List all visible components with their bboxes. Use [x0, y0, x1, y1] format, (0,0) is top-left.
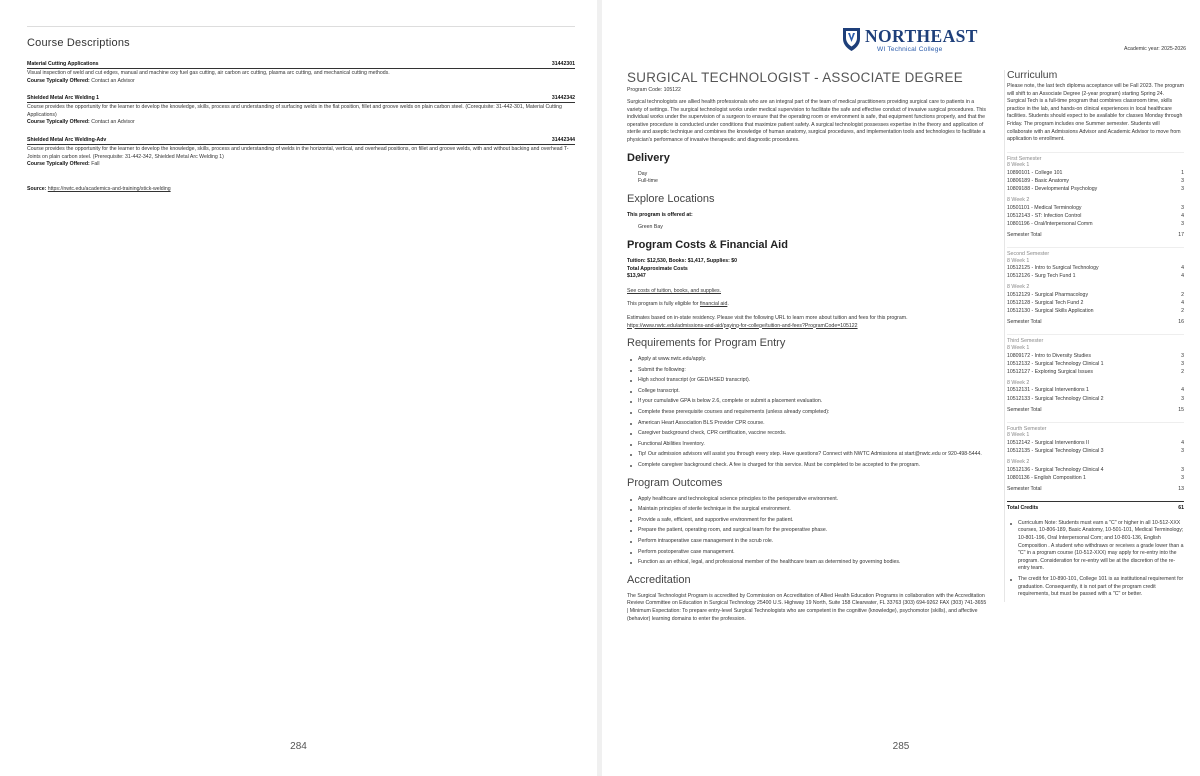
course-description: Visual inspection of weld and cut edges, manual and machine oxy fuel gas cutting, air carbon arc cutting, plasma arc cutting, and mechanical cutting methods. — [27, 70, 390, 76]
requirement-item: High school transcript (or GED/HSED transcript). — [627, 377, 987, 385]
curriculum-course-row — [1007, 439, 1184, 447]
locations-heading: Explore Locations — [627, 192, 715, 205]
requirement-item: Functional Abilities Inventory. — [627, 441, 987, 449]
accreditation-text: The Surgical Technologist Program is accredited by Commission on Accreditation of Allied Health Education Programs in collaboration with the Accreditation Review Committee on Education in Surgical Technology 25400 U.S. Highway 19 North, Suite 158 Clearwater, FL 33763 (303) 694-9262 FAX (303) 741-3655 | Minimum Expectation: To prepare entry-level Surgical Technologists who are competent in the cognitive (knowledge), psychomotor (skills), and affective (behavior) learning domains to enter the profession. — [627, 592, 987, 622]
course-title: 10512143 - ST: Infection Control — [1007, 212, 1082, 219]
aid-prefix: This program is fully eligible for — [627, 301, 699, 308]
delivery-list — [627, 171, 987, 186]
course-entry — [27, 61, 575, 85]
semester-total-value: 16 — [1178, 319, 1184, 326]
requirement-item: Apply at www.nwtc.edu/apply. — [627, 356, 987, 364]
requirement-item: If your cumulative GPA is below 2.6, complete or submit a placement evaluation. — [627, 398, 987, 406]
outcome-item: Perform postoperative case management. — [627, 549, 987, 557]
course-credits: 3 — [1181, 186, 1184, 193]
course-name: Shielded Metal Arc Welding 1 — [27, 95, 100, 102]
requirement-item: American Heart Association BLS Provider CPR course. — [627, 420, 987, 428]
requirement-item: Tip! Our admission advisors will assist you through every step. Have questions? Connect with NWTC Admissions at start@nwtc.edu or 920-498-5444. — [627, 451, 987, 459]
semester-total-label: Semester Total — [1007, 232, 1042, 239]
course-credits: 3 — [1181, 466, 1184, 473]
course-title: 10512132 - Surgical Technology Clinical 1 — [1007, 360, 1104, 367]
course-credits: 4 — [1181, 212, 1184, 219]
semester-name: Fourth Semester — [1007, 422, 1184, 433]
term-group-label: 8 Week 1 — [1007, 344, 1030, 351]
requirement-item: Submit the following: — [627, 367, 987, 375]
requirements-heading: Requirements for Program Entry — [627, 337, 786, 350]
course-offered-label: Course Typically Offered: — [27, 161, 90, 168]
semester-total-value: 13 — [1178, 485, 1184, 492]
requirement-item: Caregiver background check, CPR certification, vaccine records. — [627, 430, 987, 438]
semester-total-row — [1007, 319, 1184, 326]
course-code: 31442342 — [551, 95, 575, 102]
semester-block — [1007, 247, 1184, 326]
total-credits-row — [1007, 501, 1184, 511]
course-header — [27, 61, 575, 69]
costs-heading: Program Costs & Financial Aid — [627, 238, 788, 251]
curriculum-note: The credit for 10-890-101, College 101 is as institutional requirement for graduation. Consequently, it is not part of the program credit requirements, but must be passed with a "C" or better. — [1007, 576, 1184, 599]
top-rule — [27, 26, 575, 27]
course-offered-label: Course Typically Offered: — [27, 77, 90, 84]
shield-icon — [842, 27, 861, 52]
course-credits: 4 — [1181, 387, 1184, 394]
left-page — [0, 0, 597, 776]
page-number-right: 285 — [892, 741, 910, 752]
financial-aid-link[interactable]: financial aid — [699, 301, 728, 308]
curriculum-course-row — [1007, 360, 1184, 368]
course-descriptions-title: Course Descriptions — [27, 37, 130, 49]
delivery-item: Full-time — [638, 178, 658, 185]
course-description: Course provides the opportunity for the learner to develop the knowledge, skills, process and understanding of welds in the horizontal, vertical, and overhead positions, on fillet and groove welds, with and without backing and overhead T-Joints on plain carbon steel. (Prerequisite: 31-442-342, Shielded Metal Arc Welding 1) — [27, 145, 569, 160]
accreditation-heading: Accreditation — [627, 573, 691, 586]
course-credits: 3 — [1181, 352, 1184, 359]
outcome-item: Prepare the patient, operating room, and surgical team for the preoperative phase. — [627, 527, 987, 535]
semester-name: Third Semester — [1007, 334, 1184, 345]
semester-total-value: 15 — [1178, 406, 1184, 413]
course-title: 10512133 - Surgical Technology Clinical 2 — [1007, 395, 1104, 402]
total-costs-value: $13,947 — [627, 273, 646, 280]
course-title: 10512130 - Surgical Skills Application — [1007, 308, 1094, 315]
course-credits: 4 — [1181, 300, 1184, 307]
curriculum-course-row — [1007, 177, 1184, 185]
course-header — [27, 137, 575, 145]
location-item: Green Bay — [638, 224, 663, 231]
program-intro: Surgical technologists are allied health professionals who are an integral part of the team of medical practitioners providing surgical care to patients in a variety of settings. The surgical technologist works under medical supervision to facilitate the safe and effective conduct of invasive surgical procedures. This individual works under the supervision of a surgeon to ensure that the operating room or environment is safe, that equipment functions properly, and that the operative procedure is conducted under conditions that maximize patient safety. A surgical technologist possesses expertise in the theory and application of sterile and aseptic technique and combines the knowledge of human anatomy, surgical procedures, and implementation tools and technologies to facilitate a physician's performance of invasive therapeutic and diagnostic procedures. — [627, 99, 986, 143]
course-header — [27, 95, 575, 103]
semester-total-label: Semester Total — [1007, 319, 1042, 326]
semester-total-value: 17 — [1178, 232, 1184, 239]
curriculum-course-row — [1007, 447, 1184, 455]
curriculum-course-row — [1007, 368, 1184, 376]
curriculum-course-row — [1007, 307, 1184, 315]
outcome-item: Perform intraoperative case management in the scrub role. — [627, 538, 987, 546]
right-page — [602, 0, 1200, 776]
course-credits: 3 — [1181, 474, 1184, 481]
course-credits: 3 — [1181, 204, 1184, 211]
requirements-list — [627, 356, 987, 470]
course-title: 10512126 - Surg Tech Fund 1 — [1007, 273, 1076, 280]
curriculum-course-row — [1007, 212, 1184, 220]
delivery-item: Day — [638, 170, 648, 177]
course-title: 10512129 - Surgical Pharmacology — [1007, 292, 1089, 299]
college-logo — [842, 26, 978, 54]
delivery-heading: Delivery — [627, 151, 670, 164]
curriculum-course-row — [1007, 466, 1184, 474]
course-title: 10809172 - Intro to Diversity Studies — [1007, 352, 1091, 359]
semester-total-row — [1007, 407, 1184, 414]
program-main-column — [627, 70, 987, 623]
curriculum-heading: Curriculum — [1007, 70, 1058, 81]
aid-line — [627, 301, 987, 309]
logo-subtitle: WI Technical College — [877, 46, 943, 53]
course-offered-label: Course Typically Offered: — [27, 119, 90, 126]
curriculum-intro: Please note, the last tech diploma acceptance will be Fall 2023. The program will shift to an Associate Degree (2-year program) starting Spring 24. Surgical Tech is a full-time program that combines classroom time, skills practice in the lab, and hands-on clinical experiences in local healthcare facilities. Students should expect to be available for classes Monday through Friday. The program includes one Summer semester. Students will collaborate with an Admissions Advisor and Academic Advisor to move from application to enrollment. — [1007, 83, 1184, 143]
course-credits: 2 — [1181, 308, 1184, 315]
semester-total-row — [1007, 232, 1184, 239]
curriculum-course-row — [1007, 169, 1184, 177]
course-credits: 4 — [1181, 273, 1184, 280]
term-group-label: 8 Week 1 — [1007, 432, 1030, 439]
program-code: Program Code: 105122 — [627, 87, 681, 93]
term-group-label: 8 Week 1 — [1007, 257, 1030, 264]
semester-name: First Semester — [1007, 152, 1184, 163]
estimate-note: Estimates based on in-state residency. Please visit the following URL to learn more about tuition and fees for this program. — [627, 314, 908, 321]
costs-link[interactable]: See costs of tuition, books, and supplies. — [627, 287, 722, 294]
course-description: Course provides the opportunity for the learner to develop the knowledge, skills, process and understanding of surfacing welds in the flat position, fillet and groove welds on plain carbon steel. (Corequisite: 31-442-301, Material Cutting Applications) — [27, 104, 562, 118]
logo-name: NORTHEAST — [865, 26, 978, 46]
semester-block — [1007, 422, 1184, 493]
curriculum-course-row — [1007, 299, 1184, 307]
course-title: 10512125 - Intro to Surgical Technology — [1007, 265, 1099, 272]
semester-name: Second Semester — [1007, 247, 1184, 258]
course-credits: 1 — [1181, 169, 1184, 176]
course-credits: 4 — [1181, 439, 1184, 446]
course-credits: 3 — [1181, 360, 1184, 367]
semester-total-label: Semester Total — [1007, 485, 1042, 492]
curriculum-course-row — [1007, 386, 1184, 394]
course-title: 10512131 - Surgical Interventions 1 — [1007, 387, 1089, 394]
course-offered — [27, 161, 575, 169]
course-title: 10512127 - Exploring Surgical Issues — [1007, 368, 1093, 375]
academic-year: Academic year: 2025-2026 — [1124, 46, 1186, 52]
outcome-item: Apply healthcare and technological science principles to the perioperative environment. — [627, 496, 987, 504]
course-credits: 3 — [1181, 395, 1184, 402]
course-title: 10801196 - Oral/Interpersonal Comm — [1007, 221, 1093, 227]
curriculum-course-row — [1007, 204, 1184, 212]
semester-total-row — [1007, 486, 1184, 493]
course-title: 10801136 - English Composition 1 — [1007, 474, 1086, 481]
course-title: 10512136 - Surgical Technology Clinical 4 — [1007, 466, 1104, 473]
page-number-left: 284 — [290, 741, 307, 752]
source-link[interactable]: https://nwtc.edu/academics-and-training/stick-welding — [47, 186, 171, 192]
course-offered-value: Fall — [91, 161, 100, 168]
total-costs-label: Total Approximate Costs — [627, 265, 688, 272]
course-title: 10512135 - Surgical Technology Clinical 3 — [1007, 447, 1104, 454]
term-group-label: 8 Week 2 — [1007, 458, 1030, 465]
course-list — [27, 61, 575, 179]
course-name: Material Cutting Applications — [27, 61, 99, 67]
course-title: 10501101 - Medical Terminology — [1007, 204, 1082, 211]
curriculum-course-row — [1007, 291, 1184, 299]
tuition-url-link[interactable]: https://www.nwtc.edu/admissions-and-aid/paying-for-college/tuition-and-fees?ProgramCode=105122 — [627, 322, 858, 329]
term-group-label: 8 Week 2 — [1007, 379, 1030, 386]
course-name: Shielded Metal Arc Welding-Adv — [27, 136, 107, 143]
outcome-item: Function as an ethical, legal, and professional member of the healthcare team as determined by governing bodies. — [627, 559, 987, 567]
curriculum-course-row — [1007, 395, 1184, 403]
locations-label: This program is offered at: — [627, 211, 693, 218]
course-credits: 3 — [1181, 221, 1184, 227]
curriculum-notes — [1007, 520, 1184, 599]
source-line — [27, 186, 171, 192]
total-credits-value: 61 — [1178, 504, 1184, 511]
course-entry — [27, 137, 575, 169]
course-credits: 4 — [1181, 265, 1184, 272]
semester-total-label: Semester Total — [1007, 406, 1042, 413]
curriculum-course-row — [1007, 220, 1184, 228]
course-title: 10809188 - Developmental Psychology — [1007, 186, 1098, 193]
semester-block — [1007, 152, 1184, 239]
course-offered — [27, 78, 575, 86]
course-title: 10890101 - College 101 — [1007, 169, 1063, 176]
curriculum-course-row — [1007, 474, 1184, 482]
aid-suffix: . — [727, 301, 729, 308]
source-label: Source: — [27, 186, 47, 192]
curriculum-note: Curriculum Note: Students must earn a "C" or higher in all 10-512-XXX courses, 10-806-189, Basic Anatomy, 10-501-101, Medical Terminology; 10-801-196, Oral Interpersonal Com; and 10-801-136, English Composition . A student who withdraws or receives a grade lower than a "C" in a program course (10-512-XXX) may apply for re-entry into the program. Consideration for re-entry will be at the discretion of the re-entry team. — [1007, 520, 1184, 573]
term-group-label: 8 Week 2 — [1007, 197, 1030, 204]
course-entry — [27, 95, 575, 127]
course-offered-value: Contact an Advisor — [91, 77, 135, 84]
curriculum-course-row — [1007, 264, 1184, 272]
costs-breakdown: Tuition: $12,530, Books: $1,417, Supplies: $0 — [627, 257, 738, 264]
program-title: SURGICAL TECHNOLOGIST - ASSOCIATE DEGREE — [627, 70, 963, 85]
course-credits: 3 — [1181, 447, 1184, 454]
semester-block — [1007, 334, 1184, 413]
course-title: 10512128 - Surgical Tech Fund 2 — [1007, 300, 1084, 307]
curriculum-course-row — [1007, 272, 1184, 280]
course-title: 10806189 - Basic Anatomy — [1007, 178, 1070, 185]
course-title: 10512142 - Surgical Interventions II — [1007, 439, 1089, 446]
course-credits: 3 — [1181, 178, 1184, 185]
total-credits-label: Total Credits — [1007, 504, 1039, 511]
term-group-label: 8 Week 2 — [1007, 284, 1030, 291]
requirement-item: College transcript. — [627, 388, 987, 396]
outcomes-heading: Program Outcomes — [627, 476, 723, 489]
outcome-item: Provide a safe, efficient, and supportive environment for the patient. — [627, 517, 987, 525]
outcomes-list — [627, 496, 987, 567]
course-code: 31442301 — [551, 61, 575, 67]
course-credits: 2 — [1181, 368, 1184, 375]
course-offered — [27, 119, 575, 127]
course-code: 31442344 — [551, 136, 575, 143]
curriculum-course-row — [1007, 352, 1184, 360]
requirement-item: Complete caregiver background check. A fee is charged for this service. Must be completed to be accepted to the program. — [627, 462, 987, 470]
course-credits: 2 — [1181, 292, 1184, 299]
curriculum-course-row — [1007, 185, 1184, 193]
requirement-item: Complete these prerequisite courses and requirements (unless already completed): — [627, 409, 987, 417]
course-offered-value: Contact an Advisor — [91, 119, 135, 126]
curriculum-column — [1004, 70, 1184, 602]
outcome-item: Maintain principles of sterile technique in the surgical environment. — [627, 506, 987, 514]
semester-list — [1007, 152, 1184, 493]
term-group-label: 8 Week 1 — [1007, 162, 1030, 169]
